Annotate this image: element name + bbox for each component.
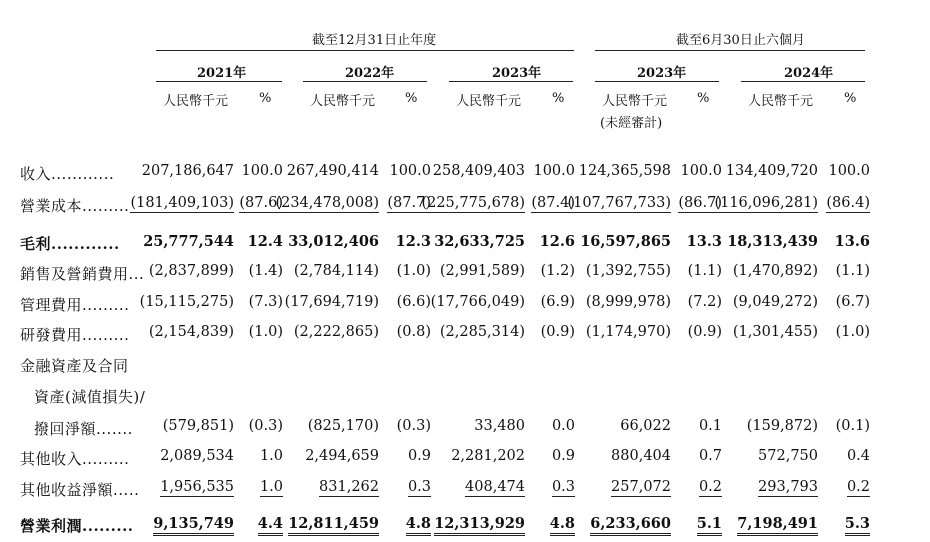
table-cell-percent: (1.2) (540, 263, 575, 279)
year-header-2021: 2021年 (197, 66, 247, 81)
table-cell-percent: (6.9) (540, 294, 575, 310)
table-cell-percent: 4.4 (258, 515, 283, 532)
table-cell-amount: (579,851) (162, 418, 234, 434)
row-label-impairment-line2: 資產(減值損失)/ (34, 388, 146, 406)
table-cell-percent: 0.1 (698, 418, 722, 434)
table-cell-amount: 2,281,202 (451, 448, 525, 464)
table-cell-amount: 66,022 (620, 418, 671, 434)
pct-header: % (259, 91, 272, 106)
year-header-2023: 2023年 (492, 66, 542, 81)
table-cell-amount: 124,365,598 (578, 163, 671, 179)
table-cell-percent: 100.0 (241, 163, 283, 179)
table-cell-amount: (2,837,899) (148, 263, 234, 279)
year-header-2024-interim: 2024年 (784, 66, 834, 81)
table-cell-percent: (86.4) (826, 195, 870, 211)
table-cell-percent: (7.2) (687, 294, 722, 310)
table-cell-percent: (86.7) (678, 195, 722, 211)
table-cell-amount: 9,135,749 (153, 515, 234, 532)
year-underline (741, 81, 865, 82)
unaudited-note: (未經審計) (600, 116, 663, 131)
table-cell-amount: 2,494,659 (305, 448, 379, 464)
table-cell-percent: 0.9 (551, 448, 575, 464)
unit-header: 人民幣千元 (310, 94, 376, 109)
table-cell-amount: 880,404 (611, 448, 671, 464)
table-cell-percent: 100.0 (680, 163, 722, 179)
table-cell-amount: (2,154,839) (148, 324, 234, 340)
table-cell-percent: (87.4) (531, 195, 575, 211)
table-cell-percent: (0.3) (248, 418, 283, 434)
table-cell-amount: 32,633,725 (434, 233, 525, 250)
row-label-operating-profit: 營業利潤......... (20, 517, 134, 535)
table-cell-amount: 2,089,534 (160, 448, 234, 464)
row-label-impairment-line1: 金融資產及合同 (20, 357, 129, 375)
table-cell-percent: 1.0 (259, 479, 283, 495)
table-cell-amount: 12,313,929 (434, 515, 525, 532)
table-cell-amount: 572,750 (758, 448, 818, 464)
table-cell-percent: 0.7 (698, 448, 722, 464)
table-cell-amount: (2,222,865) (293, 324, 379, 340)
table-cell-amount: 25,777,544 (143, 233, 234, 250)
table-cell-percent: (1.1) (835, 263, 870, 279)
year-underline (303, 81, 427, 82)
table-cell-percent: 0.2 (698, 479, 722, 495)
table-cell-percent: (0.1) (835, 418, 870, 434)
table-cell-amount: (107,767,733) (567, 195, 671, 211)
year-underline (449, 81, 573, 82)
year-header-2023-interim: 2023年 (637, 66, 687, 81)
table-cell-percent: 4.8 (406, 515, 431, 532)
table-cell-amount: 1,956,535 (160, 479, 234, 495)
table-cell-amount: (1,470,892) (732, 263, 818, 279)
table-cell-percent: 0.9 (407, 448, 431, 464)
table-cell-amount: (9,049,272) (732, 294, 818, 310)
row-label-admin-expenses: 管理費用......... (20, 296, 130, 314)
table-cell-percent: 12.3 (395, 233, 431, 250)
table-cell-amount: (1,301,455) (732, 324, 818, 340)
table-cell-amount: (1,392,755) (585, 263, 671, 279)
table-cell-amount: 12,811,459 (288, 515, 379, 532)
group-divider-2 (595, 50, 865, 51)
table-cell-amount: 33,480 (474, 418, 525, 434)
table-cell-amount: (2,784,114) (293, 263, 379, 279)
table-cell-percent: 1.0 (259, 448, 283, 464)
table-cell-amount: 33,012,406 (288, 233, 379, 250)
table-cell-percent: 12.6 (539, 233, 575, 250)
row-label-cost-of-revenue: 營業成本......... (20, 197, 130, 215)
table-cell-percent: 0.3 (407, 479, 431, 495)
table-cell-amount: 134,409,720 (725, 163, 818, 179)
table-cell-amount: (225,775,678) (421, 195, 525, 211)
table-cell-amount: (116,096,281) (714, 195, 818, 211)
table-cell-percent: 0.3 (551, 479, 575, 495)
pct-header: % (405, 91, 418, 106)
row-label-rd-expenses: 研發費用......... (20, 326, 130, 344)
row-label-other-gains: 其他收益淨額..... (20, 481, 140, 499)
table-cell-percent: (1.0) (835, 324, 870, 340)
table-cell-amount: 6,233,660 (590, 515, 671, 532)
table-cell-amount: 831,262 (319, 479, 379, 495)
table-cell-percent: 100.0 (389, 163, 431, 179)
pct-header: % (697, 91, 710, 106)
year-header-2022: 2022年 (345, 66, 395, 81)
table-cell-amount: (2,991,589) (439, 263, 525, 279)
table-cell-amount: (15,115,275) (139, 294, 234, 310)
table-cell-amount: 408,474 (465, 479, 525, 495)
group-title-six-months: 截至6月30日止六個月 (676, 33, 805, 48)
table-cell-percent: (87.6) (239, 195, 283, 211)
table-cell-percent: (0.3) (396, 418, 431, 434)
table-cell-percent: 0.2 (846, 479, 870, 495)
table-cell-percent: (1.0) (248, 324, 283, 340)
table-cell-percent: 13.6 (834, 233, 870, 250)
table-cell-percent: 13.3 (686, 233, 722, 250)
unit-header: 人民幣千元 (602, 94, 668, 109)
unit-header: 人民幣千元 (163, 94, 229, 109)
table-cell-percent: 100.0 (828, 163, 870, 179)
table-cell-percent: 0.4 (846, 448, 870, 464)
table-cell-amount: 257,072 (611, 479, 671, 495)
row-label-gross-profit: 毛利............ (20, 235, 120, 253)
table-cell-percent: (0.9) (540, 324, 575, 340)
year-underline (156, 81, 282, 82)
pct-header: % (844, 91, 857, 106)
table-cell-percent: (1.1) (687, 263, 722, 279)
table-cell-percent: (6.7) (835, 294, 870, 310)
table-cell-amount: 293,793 (758, 479, 818, 495)
row-label-revenue: 收入............ (20, 165, 115, 183)
table-cell-percent: (6.6) (396, 294, 431, 310)
table-cell-percent: 5.3 (845, 515, 870, 532)
table-cell-percent: 5.1 (697, 515, 722, 532)
group-title-year-ended: 截至12月31日止年度 (312, 33, 437, 48)
table-cell-percent: 4.8 (550, 515, 575, 532)
group-divider-1 (156, 50, 574, 51)
table-cell-percent: 100.0 (533, 163, 575, 179)
table-cell-percent: (87.7) (387, 195, 431, 211)
row-label-other-income: 其他收入......... (20, 450, 130, 468)
table-cell-amount: (8,999,978) (585, 294, 671, 310)
table-cell-percent: (0.8) (396, 324, 431, 340)
table-cell-amount: (1,174,970) (585, 324, 671, 340)
table-cell-amount: (159,872) (746, 418, 818, 434)
table-cell-percent: 0.0 (551, 418, 575, 434)
table-cell-amount: (825,170) (307, 418, 379, 434)
table-cell-amount: 7,198,491 (737, 515, 818, 532)
table-cell-percent: (1.0) (396, 263, 431, 279)
table-cell-percent: (0.9) (687, 324, 722, 340)
pct-header: % (552, 91, 565, 106)
table-cell-percent: (1.4) (248, 263, 283, 279)
year-underline (595, 81, 719, 82)
unit-header: 人民幣千元 (748, 94, 814, 109)
table-cell-percent: 12.4 (247, 233, 283, 250)
unit-header: 人民幣千元 (456, 94, 522, 109)
table-cell-percent: (7.3) (248, 294, 283, 310)
row-label-impairment-line3: 撥回淨額....... (34, 420, 133, 438)
row-label-selling-marketing: 銷售及營銷費用... (20, 265, 145, 283)
table-cell-amount: 267,490,414 (286, 163, 379, 179)
table-cell-amount: (17,766,049) (430, 294, 525, 310)
table-cell-amount: 18,313,439 (727, 233, 818, 250)
table-cell-amount: 16,597,865 (580, 233, 671, 250)
table-cell-amount: 258,409,403 (432, 163, 525, 179)
table-cell-amount: (17,694,719) (284, 294, 379, 310)
table-cell-amount: (2,285,314) (439, 324, 525, 340)
table-cell-amount: (181,409,103) (130, 195, 234, 211)
table-cell-amount: 207,186,647 (141, 163, 234, 179)
table-cell-amount: (234,478,008) (275, 195, 379, 211)
